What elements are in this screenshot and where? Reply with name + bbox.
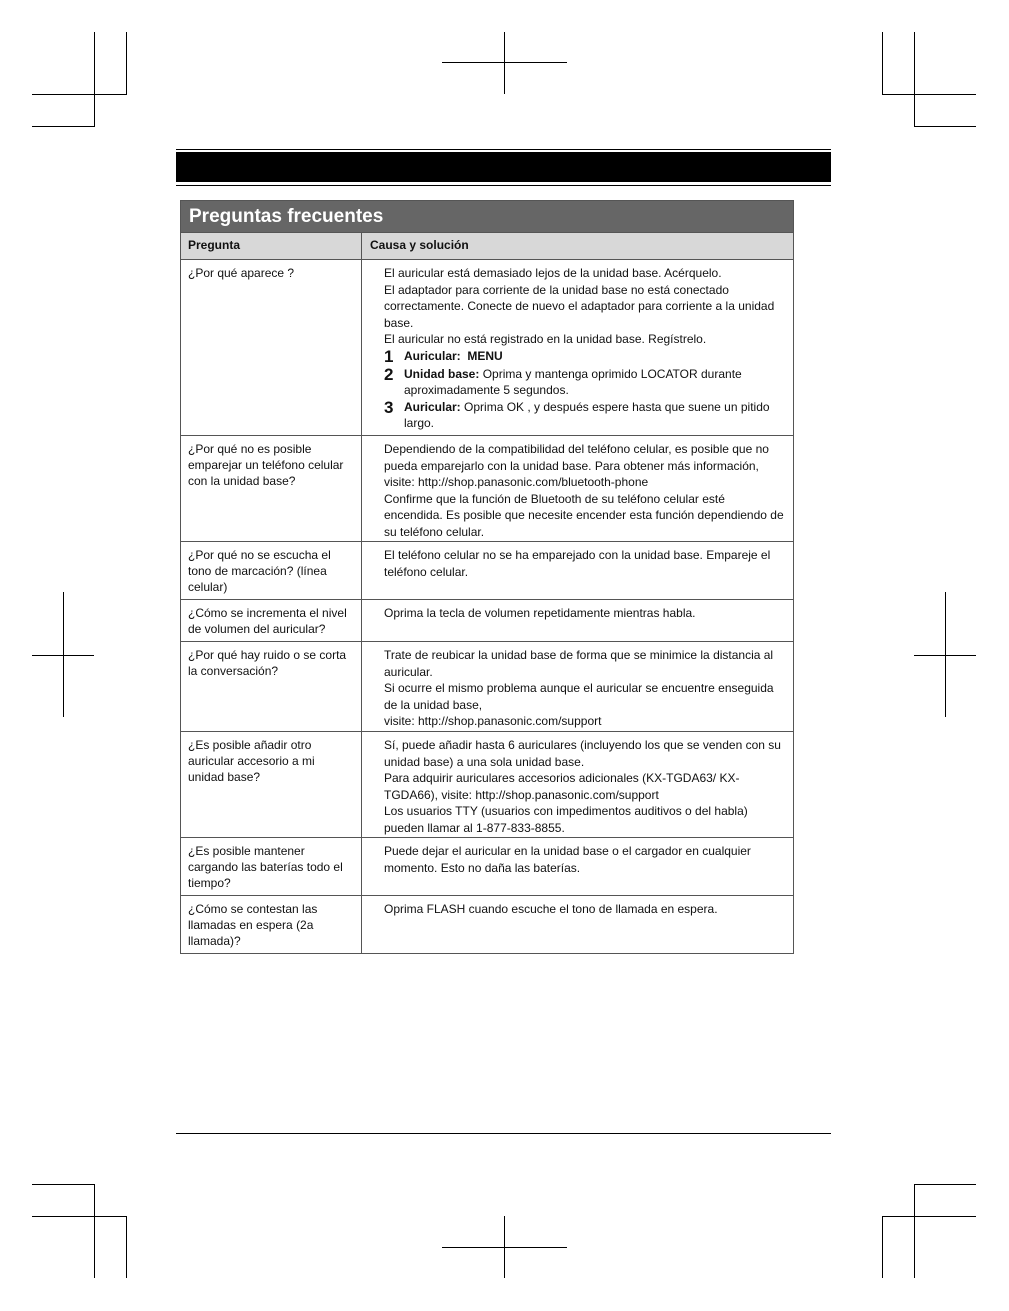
answer-cell <box>362 260 793 435</box>
answer-line: Puede dejar el auricular en la unidad base o el cargador en cualquier momento. Esto no daña las baterías. <box>384 844 751 875</box>
column-header-question: Pregunta <box>181 233 362 259</box>
question-cell: ¿Es posible añadir otro auricular accesorio a mi unidad base? <box>181 732 362 837</box>
table-row <box>181 435 793 541</box>
question-cell: ¿Por qué no se escucha el tono de marcación? (línea celular) <box>181 542 362 599</box>
step-text: Oprima OK , y después espere hasta que suene un pitido largo. <box>404 399 770 430</box>
answer-line: visite: http://shop.panasonic.com/support <box>384 714 602 728</box>
table-row <box>181 731 793 837</box>
faq-table <box>180 200 794 954</box>
answer-cell <box>362 542 793 599</box>
question-cell: ¿Por qué hay ruido o se corta la conversación? <box>181 642 362 731</box>
question-cell: ¿Por qué aparece ? <box>181 260 362 435</box>
step-label: Auricular: <box>404 399 461 414</box>
answer-line: Confirme que la función de Bluetooth de su teléfono celular esté encendida. Es posible que necesite encender esta función dependiendo de su teléfono celular. <box>384 491 784 539</box>
step-label: Unidad base: <box>404 366 480 381</box>
answer-line: Oprima la tecla de volumen repetidamente mientras habla. <box>384 606 696 620</box>
header-rule-top <box>176 149 831 150</box>
answer-line: El auricular está demasiado lejos de la unidad base. Acérquelo. <box>384 266 722 280</box>
question-cell: ¿Es posible mantener cargando las baterías todo el tiempo? <box>181 838 362 895</box>
question-cell: ¿Cómo se contestan las llamadas en espera (2a llamada)? <box>181 896 362 953</box>
table-row <box>181 599 793 641</box>
column-header-answer: Causa y solución <box>370 238 469 252</box>
table-row <box>181 541 793 599</box>
table-row <box>181 837 793 895</box>
step-number: 3 <box>384 397 394 417</box>
step-2 <box>384 366 785 399</box>
answer-cell <box>362 600 793 641</box>
answer-line: Para adquirir auriculares accesorios adicionales (KX-TGDA63/ KX-TGDA66), visite: http://shop.panasonic.com/support <box>384 771 740 802</box>
answer-line: Los usuarios TTY (usuarios con impedimentos auditivos o del habla) pueden llamar al 1-877-833-8855. <box>384 804 748 835</box>
answer-cell <box>362 642 793 731</box>
answer-line: Si ocurre el mismo problema aunque el auricular se encuentre enseguida de la unidad base, <box>384 681 774 712</box>
table-row <box>181 641 793 731</box>
step-text: MENU <box>467 348 503 363</box>
header-rule-bottom <box>176 185 831 186</box>
footer-rule <box>176 1133 831 1134</box>
step-number: 1 <box>384 346 394 366</box>
answer-line: El adaptador para corriente de la unidad base no está conectado correctamente. Conecte de nuevo el adaptador para corriente a la unidad base. <box>384 282 775 330</box>
table-row <box>181 259 793 435</box>
question-cell: ¿Por qué no es posible emparejar un teléfono celular con la unidad base? <box>181 436 362 541</box>
answer-line: El teléfono celular no se ha emparejado con la unidad base. Empareje el teléfono celular. <box>384 548 771 579</box>
answer-line: Sí, puede añadir hasta 6 auriculares (incluyendo los que se venden con su unidad base) a una sola unidad base. <box>384 738 781 769</box>
table-header-row <box>181 233 793 259</box>
answer-line: Oprima FLASH cuando escuche el tono de llamada en espera. <box>384 902 718 916</box>
table-row <box>181 895 793 953</box>
answer-cell <box>362 838 793 895</box>
answer-cell <box>362 732 793 837</box>
header-bar <box>176 152 831 182</box>
question-cell: ¿Cómo se incrementa el nivel de volumen del auricular? <box>181 600 362 641</box>
step-text: Oprima y mantenga oprimido LOCATOR durante aproximadamente 5 segundos. <box>404 366 742 397</box>
step-label: Auricular: <box>404 348 461 363</box>
answer-cell <box>362 436 793 541</box>
faq-title: Preguntas frecuentes <box>181 201 793 233</box>
step-3 <box>384 399 785 432</box>
answer-line: Dependiendo de la compatibilidad del teléfono celular, es posible que no pueda emparejarlo con la unidad base. Para obtener más información, visite: http://shop.panasonic.com/bluetooth-phone <box>384 442 769 489</box>
answer-cell <box>362 896 793 953</box>
step-1 <box>384 348 785 366</box>
step-number: 2 <box>384 364 394 384</box>
answer-line: El auricular no está registrado en la unidad base. Regístrelo. <box>384 332 707 346</box>
answer-line: Trate de reubicar la unidad base de forma que se minimice la distancia al auricular. <box>384 648 774 679</box>
